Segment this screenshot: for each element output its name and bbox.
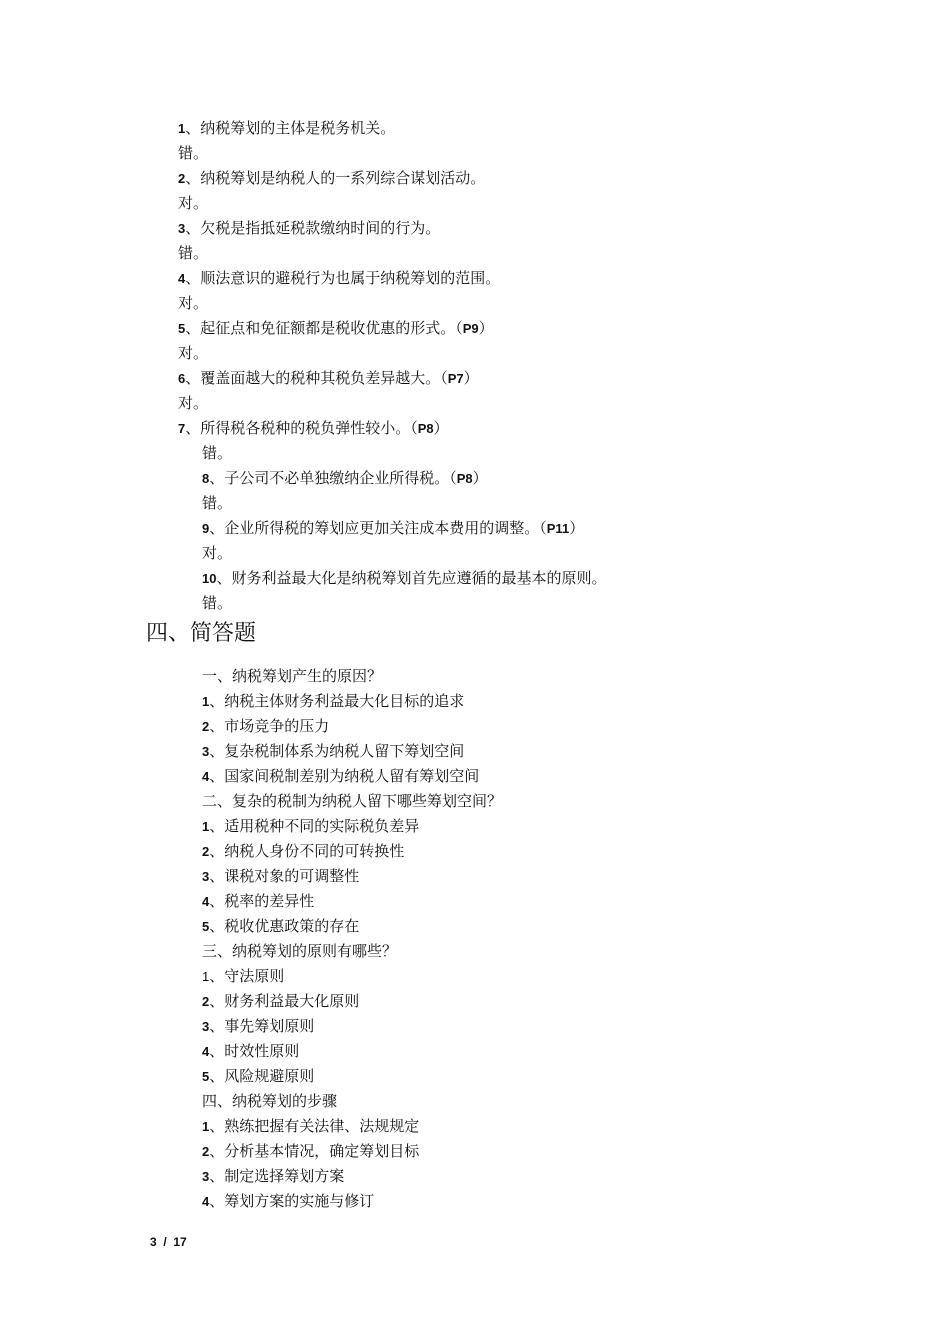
question-separator: 、	[216, 569, 232, 587]
qa-answer	[202, 916, 359, 937]
answer-number: 1	[202, 1119, 210, 1134]
qa-answer	[202, 866, 359, 887]
question-number: 2	[178, 171, 186, 186]
question-number: 6	[178, 371, 186, 386]
answer-number: 1	[202, 969, 210, 984]
page-reference: P8	[417, 421, 434, 436]
question-text: 企业所得税的筹划应更加关注成本费用的调整。（	[224, 519, 547, 537]
page-number: 3 / 17	[150, 1235, 187, 1249]
tf-answer: 对。	[178, 394, 209, 412]
answer-number: 2	[202, 844, 210, 859]
tf-answer: 对。	[178, 294, 209, 312]
answer-number: 4	[202, 894, 210, 909]
answer-text: 、分析基本情况，确定筹划目标	[209, 1142, 420, 1160]
tf-answer: 对。	[202, 544, 233, 562]
question-separator: 、	[185, 369, 201, 387]
question-number: 8	[202, 471, 210, 486]
tf-question	[178, 168, 485, 189]
question-text: 子公司不必单独缴纳企业所得税。（	[224, 469, 457, 487]
answer-number: 4	[202, 1194, 210, 1209]
page-reference: P9	[462, 321, 479, 336]
question-separator: 、	[185, 219, 201, 237]
answer-text: 、时效性原则	[209, 1042, 300, 1060]
answer-number: 2	[202, 1144, 210, 1159]
question-number: 1	[178, 121, 186, 136]
tf-question	[178, 118, 395, 139]
question-number: 3	[178, 221, 186, 236]
answer-text: 、熟练把握有关法律、法规规定	[209, 1117, 420, 1135]
answer-number: 3	[202, 1019, 210, 1034]
qa-answer	[202, 841, 404, 862]
answer-number: 1	[202, 819, 210, 834]
answer-number: 4	[202, 769, 210, 784]
answer-text: 、制定选择筹划方案	[209, 1167, 345, 1185]
answer-text: 、市场竞争的压力	[209, 717, 330, 735]
tf-question	[178, 368, 479, 389]
tf-question	[178, 418, 449, 439]
answer-number: 5	[202, 1069, 210, 1084]
tf-answer: 错。	[202, 594, 233, 612]
question-text: 顺法意识的避税行为也属于纳税筹划的范围。	[200, 269, 501, 287]
tf-answer: 对。	[178, 344, 209, 362]
question-number: 9	[202, 521, 210, 536]
answer-number: 2	[202, 719, 210, 734]
question-number: 5	[178, 321, 186, 336]
qa-answer	[202, 1166, 344, 1187]
answer-number: 3	[202, 1169, 210, 1184]
question-separator: 、	[209, 469, 225, 487]
question-separator: 、	[185, 119, 201, 137]
tf-question	[178, 318, 494, 339]
question-text: 纳税筹划是纳税人的一系列综合谋划活动。	[200, 169, 486, 187]
answer-text: 、复杂税制体系为纳税人留下筹划空间	[209, 742, 465, 760]
page-reference: P8	[456, 471, 473, 486]
tf-answer: 错。	[202, 444, 233, 462]
question-separator: 、	[185, 419, 201, 437]
answer-number: 1	[202, 694, 210, 709]
tf-answer: 错。	[202, 494, 233, 512]
qa-answer	[202, 991, 359, 1012]
tf-answer: 错。	[178, 144, 209, 162]
tf-answer: 对。	[178, 194, 209, 212]
question-text: 纳税筹划的主体是税务机关。	[200, 119, 396, 137]
section-heading: 四、简答题	[146, 621, 257, 646]
qa-answer	[202, 966, 284, 987]
reference-close: ）	[472, 469, 488, 487]
qa-answer	[202, 1016, 314, 1037]
answer-text: 、适用税种不同的实际税负差异	[209, 817, 420, 835]
qa-question: 四、纳税筹划的步骤	[202, 1092, 338, 1110]
tf-answer: 错。	[178, 244, 209, 262]
qa-answer	[202, 1116, 419, 1137]
question-number: 10	[202, 571, 217, 586]
qa-answer	[202, 1041, 299, 1062]
answer-text: 、事先筹划原则	[209, 1017, 315, 1035]
qa-answer	[202, 891, 314, 912]
qa-question: 一、纳税筹划产生的原因？	[202, 667, 383, 685]
answer-text: 、税率的差异性	[209, 892, 315, 910]
tf-question	[178, 218, 440, 239]
answer-number: 3	[202, 869, 210, 884]
answer-number: 4	[202, 1044, 210, 1059]
answer-text: 、纳税人身份不同的可转换性	[209, 842, 405, 860]
question-separator: 、	[185, 269, 201, 287]
qa-answer	[202, 766, 479, 787]
question-separator: 、	[209, 519, 225, 537]
qa-answer	[202, 1066, 314, 1087]
question-text: 所得税各税种的税负弹性较小。（	[200, 419, 418, 437]
page-reference: P11	[546, 521, 570, 536]
qa-answer	[202, 741, 464, 762]
reference-close: ）	[478, 319, 494, 337]
answer-text: 、税收优惠政策的存在	[209, 917, 360, 935]
answer-text: 、课税对象的可调整性	[209, 867, 360, 885]
reference-close: ）	[433, 419, 449, 437]
tf-question	[202, 568, 607, 589]
qa-answer	[202, 816, 419, 837]
question-text: 财务利益最大化是纳税筹划首先应遵循的最基本的原则。	[231, 569, 607, 587]
qa-answer	[202, 691, 464, 712]
answer-text: 、守法原则	[209, 967, 285, 985]
answer-number: 5	[202, 919, 210, 934]
answer-text: 、财务利益最大化原则	[209, 992, 360, 1010]
answer-text: 、国家间税制差别为纳税人留有筹划空间	[209, 767, 480, 785]
question-separator: 、	[185, 169, 201, 187]
qa-answer	[202, 1141, 419, 1162]
question-number: 7	[178, 421, 186, 436]
tf-question	[202, 468, 488, 489]
tf-question	[178, 268, 500, 289]
qa-question: 二、复杂的税制为纳税人留下哪些筹划空间？	[202, 792, 503, 810]
question-number: 4	[178, 271, 186, 286]
question-separator: 、	[185, 319, 201, 337]
question-text: 起征点和免征额都是税收优惠的形式。（	[200, 319, 463, 337]
answer-text: 、筹划方案的实施与修订	[209, 1192, 375, 1210]
tf-question	[202, 518, 584, 539]
qa-question: 三、纳税筹划的原则有哪些？	[202, 942, 398, 960]
question-text: 欠税是指抵延税款缴纳时间的行为。	[200, 219, 441, 237]
question-text: 覆盖面越大的税种其税负差异越大。（	[200, 369, 448, 387]
answer-number: 3	[202, 744, 210, 759]
answer-number: 2	[202, 994, 210, 1009]
qa-answer	[202, 716, 329, 737]
qa-answer	[202, 1191, 374, 1212]
reference-close: ）	[463, 369, 479, 387]
page-reference: P7	[447, 371, 464, 386]
answer-text: 、纳税主体财务利益最大化目标的追求	[209, 692, 465, 710]
reference-close: ）	[569, 519, 585, 537]
answer-text: 、风险规避原则	[209, 1067, 315, 1085]
